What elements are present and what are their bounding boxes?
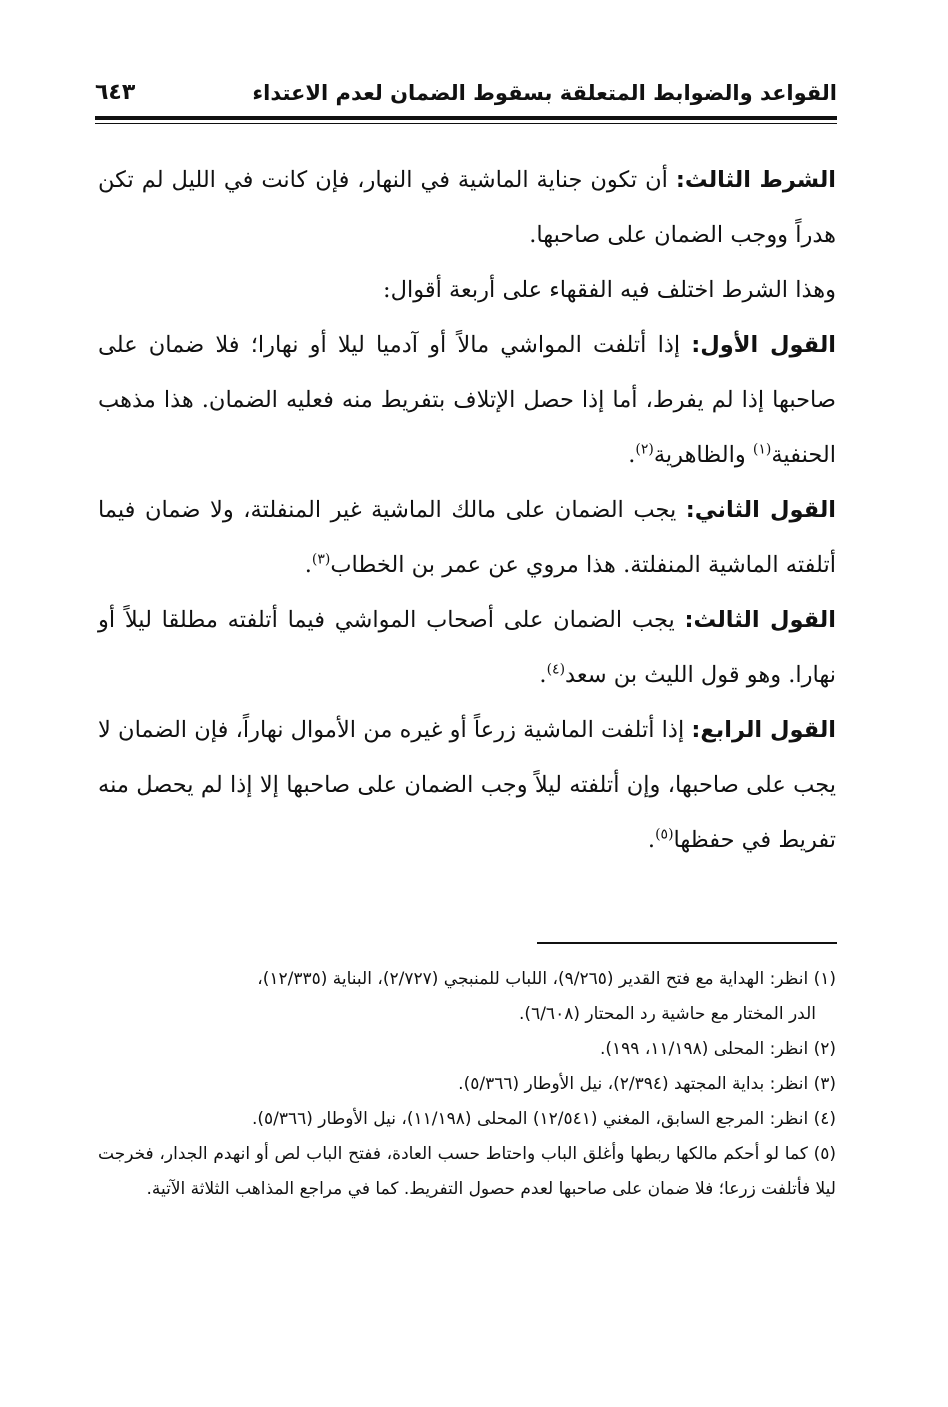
footnote-2 (98, 1032, 836, 1067)
footnote-ref[interactable]: (٥) (655, 826, 674, 843)
header-title: القواعد والضوابط المتعلقة بسقوط الضمان لعدم الاعتداء (252, 81, 837, 105)
paragraph-opinion-three (98, 593, 836, 703)
footnote-5 (98, 1137, 836, 1207)
paragraph-end: . (628, 442, 636, 468)
paragraph-lead: القول الثالث: (684, 607, 836, 633)
paragraph-text: إذا أتلفت المواشي مالاً أو آدميا ليلا أو نهارا؛ فلا ضمان على صاحبها إذا لم يفرط، أما إذا حصل الإتلاف بتفريط منه فعليه الضمان. هذا مذهب الحنفية (98, 332, 836, 468)
footnote-1-continued (98, 997, 836, 1032)
page-number: ٦٤٣ (95, 80, 136, 105)
footnote-text: (٣) انظر: بداية المجتهد (٢/٣٩٤)، نيل الأوطار (٥/٣٦٦). (458, 1074, 836, 1094)
paragraph-text: يجب الضمان على أصحاب المواشي فيما أتلفته مطلقا ليلاً أو نهارا. وهو قول الليث بن سعد (98, 607, 836, 688)
running-header (95, 78, 837, 112)
footnotes (98, 962, 836, 1207)
paragraph-lead: القول الرابع: (691, 717, 836, 743)
paragraph-intro-opinions (98, 263, 836, 318)
paragraph-lead: القول الثاني: (685, 497, 836, 523)
paragraph-text: يجب الضمان على مالك الماشية غير المنفلتة، ولا ضمان فيما أتلفته الماشية المنفلتة. هذا مروي عن عمر بن الخطاب (98, 497, 836, 578)
footnote-text: (١) انظر: الهداية مع فتح القدير (٩/٢٦٥)، اللباب للمنبجي (٢/٧٢٧)، البناية (١٢/٣٣٥)، (257, 969, 836, 989)
footnote-3 (98, 1067, 836, 1102)
footnote-text: (٤) انظر: المرجع السابق، المغني (١٢/٥٤١) المحلى (١١/١٩٨)، نيل الأوطار (٥/٣٦٦). (251, 1109, 836, 1129)
paragraph-lead: الشرط الثالث: (675, 167, 836, 193)
footnote-ref[interactable]: (٣) (311, 551, 331, 568)
paragraph-end: . (304, 552, 312, 578)
paragraph-opinion-one (98, 318, 836, 483)
paragraph-end: . (647, 827, 656, 853)
paragraph-text: أن تكون جناية الماشية في النهار، فإن كانت في الليل لم تكن هدراً ووجب الضمان على صاحبها. (98, 167, 836, 248)
footnote-4 (98, 1102, 836, 1137)
paragraph-condition-three (98, 153, 836, 263)
footnote-divider (537, 942, 837, 944)
main-text (98, 153, 836, 868)
header-rule-thin (95, 123, 837, 124)
header-rule-thick (95, 116, 837, 120)
paragraph-text: والظاهرية (653, 442, 753, 468)
footnote-ref[interactable]: (٢) (635, 441, 654, 458)
paragraph-end: . (539, 662, 547, 688)
paragraph-text: وهذا الشرط اختلف فيه الفقهاء على أربعة أقوال: (383, 277, 836, 303)
paragraph-lead: القول الأول: (691, 332, 836, 358)
paragraph-opinion-four (98, 703, 836, 868)
footnote-ref[interactable]: (١) (752, 441, 772, 458)
footnote-1 (98, 962, 836, 997)
footnote-text: الدر المختار مع حاشية رد المحتار (٦/٦٠٨). (519, 1004, 816, 1024)
footnote-text: (٥) كما لو أحكم مالكها ربطها وأغلق الباب واحتاط حسب العادة، ففتح الباب لص أو انهدم الجدار، فخرجت ليلا فأتلفت زرعا؛ فلا ضمان على صاحبها لعدم حصول التفريط. كما في مراجع المذاهب الثلاثة الآتية. (98, 1144, 836, 1199)
paragraph-opinion-two (98, 483, 836, 593)
paragraph-text: إذا أتلفت الماشية زرعاً أو غيره من الأموال نهاراً، فإن الضمان لا يجب على صاحبها، وإن أتلفته ليلاً وجب الضمان على صاحبها إلا إذا لم يحصل منه تفريط في حفظها (98, 717, 836, 853)
footnote-text: (٢) انظر: المحلى (١١/١٩٨، ١٩٩). (599, 1039, 836, 1059)
footnote-ref[interactable]: (٤) (546, 661, 566, 678)
